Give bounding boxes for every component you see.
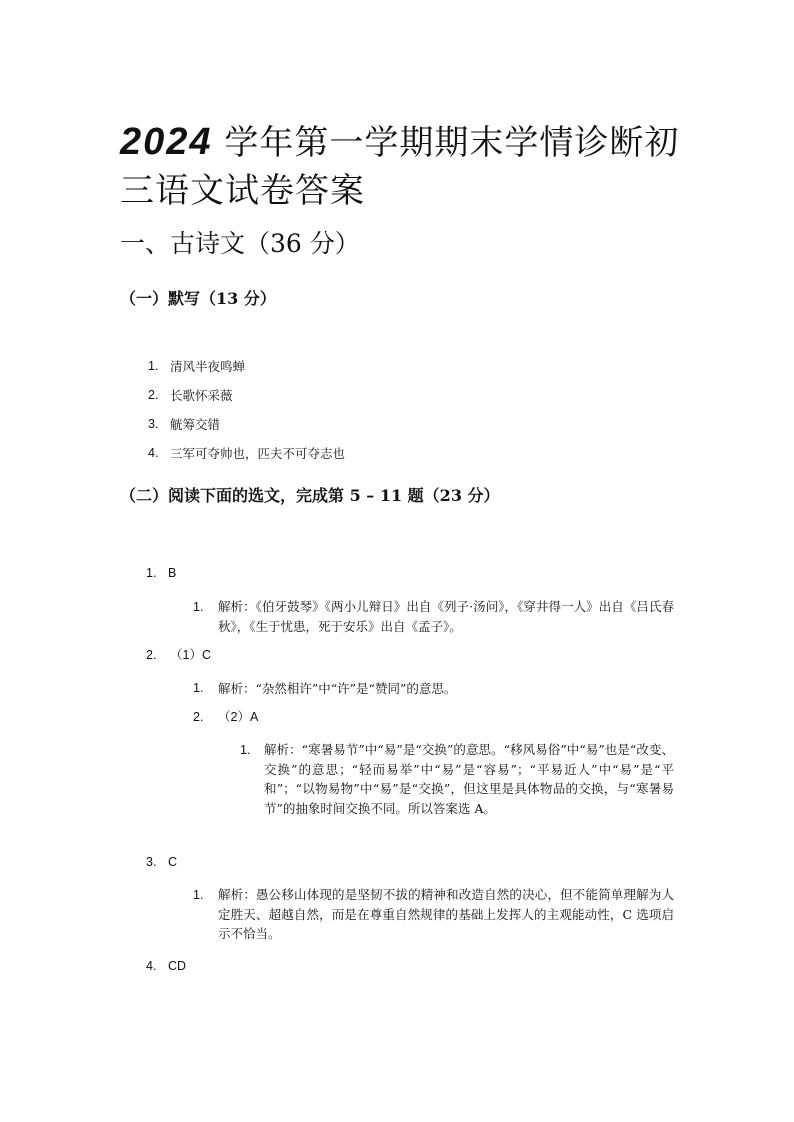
list-item-number: 3. [148,417,159,431]
question-answer: （1）C [170,648,211,662]
question-answer: B [168,566,177,580]
title-line1: 学年第一学期期末学情诊断初 [212,123,680,163]
analysis-number: 1. [193,600,204,614]
analysis-text: 解析：《伯牙鼓琴》《两小儿辩日》出自《列子·汤问》，《穿井得一人》出自《吕氏春秋》，《生于忧患，死于安乐》出自《孟子》。 [218,599,674,634]
list-item-text: 觥筹交错 [170,417,221,432]
question-number: 4. [146,959,157,973]
analysis-number: 1. [193,681,204,695]
part-heading-dictation: （一）默写（13 分） [120,289,276,308]
analysis-number: 1. [240,743,251,757]
question-number: 1. [146,566,157,580]
sub-question-number: 2. [193,710,204,724]
analysis-text: 解析：“杂然相许”中“许”是“赞同”的意思。 [218,681,457,696]
part-heading-reading: （二）阅读下面的选文，完成第 5 – 11 题（23 分） [120,486,500,505]
analysis-text: 解析：愚公移山体现的是坚韧不拔的精神和改造自然的决心，但不能简单理解为人定胜天、超越自然，而是在尊重自然规律的基础上发挥人的主观能动性，C 选项启示不恰当。 [218,887,674,941]
analysis-number: 1. [193,888,204,902]
list-item-text: 清风半夜鸣蝉 [170,359,246,374]
list-item-text: 三军可夺帅也，匹夫不可夺志也 [170,446,346,461]
document-title [120,118,720,215]
title-line2: 三语文试卷答案 [120,171,365,211]
list-item-number: 2. [148,388,159,402]
question-number: 2. [146,648,157,662]
list-item-number: 4. [148,446,159,460]
title-year: 2024 [120,121,213,163]
question-number: 3. [146,855,157,869]
analysis-text: 解析：“寒暑易节”中“易”是“交换”的意思。“移风易俗”中“易”也是“改变、交换”的意思；“轻而易举”中“易”是“容易”；“平易近人”中“易”是“平和”；“以物易物”中“易”是“交换”，但这里是具体物品的交换，与“寒暑易节”的抽象时间交换不同。所以答案选 A。 [264,742,674,816]
sub-question-answer: （2）A [218,710,259,724]
question-answer: CD [168,959,187,973]
list-item-number: 1. [148,359,159,373]
question-answer: C [168,855,178,869]
section-heading-ancient-poetry: 一、古诗文（36 分） [120,229,360,258]
list-item-text: 长歌怀采薇 [170,388,233,403]
